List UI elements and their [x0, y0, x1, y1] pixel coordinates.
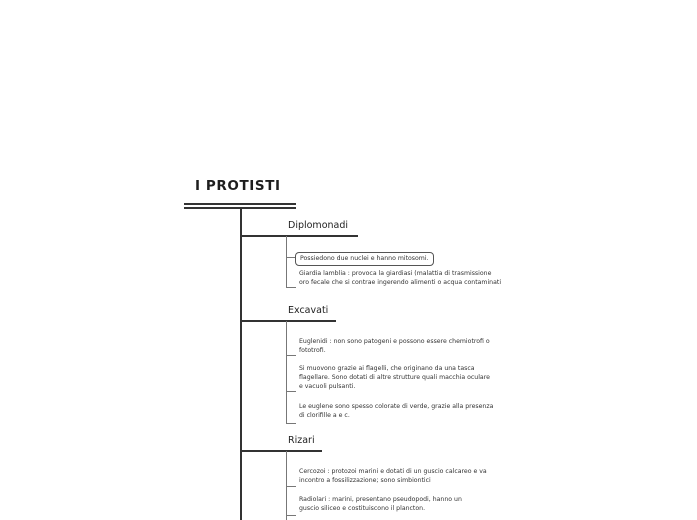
leaf-connector: [286, 391, 296, 392]
leaf-diplomonadi-giardia[interactable]: Giardia lamblia : provoca la giardiasi (malattia di trasmissione oro fecale che si contrae ingerendo alimenti o acqua contaminati: [299, 270, 502, 286]
leaf-excavati-euglenidi[interactable]: Euglenidi : non sono patogeni e possono essere chemiotrofi o fototrofi.: [299, 338, 490, 354]
main-trunk-connector: [240, 208, 242, 520]
title-underline-top: [184, 203, 296, 205]
leaf-connector: [286, 423, 296, 424]
sub-trunk-excavati: [286, 321, 287, 424]
leaf-connector: [286, 287, 296, 288]
leaf-rizari-radiolari[interactable]: Radiolari : marini, presentano pseudopodi, hanno un guscio siliceo e costituiscono il plancton.: [299, 496, 462, 512]
leaf-connector: [286, 515, 296, 516]
sub-trunk-diplomonadi: [286, 236, 287, 288]
branch-rizari[interactable]: Rizari: [288, 435, 315, 446]
leaf-excavati-flagelli[interactable]: Si muovono grazie ai flagelli, che originano da una tasca flagellare. Sono dotati di altre strutture quali macchia oculare e vacuoli pulsanti.: [299, 365, 490, 390]
branch-connector-diplomonadi: [240, 235, 287, 237]
leaf-excavati-euglene[interactable]: Le euglene sono spesso colorate di verde, grazie alla presenza di clorifille a e c.: [299, 403, 494, 419]
branch-connector-rizari: [240, 450, 287, 452]
leaf-connector: [286, 355, 296, 356]
branch-diplomonadi[interactable]: Diplomonadi: [288, 220, 349, 231]
leaf-rizari-cercozoi[interactable]: Cercozoi : protozoi marini e dotati di un guscio calcareo e va incontro a fossilizzazione; sono simbiontici: [299, 468, 487, 484]
leaf-connector: [286, 486, 296, 487]
branch-excavati[interactable]: Excavati: [288, 305, 329, 316]
branch-underline-rizari: [286, 450, 322, 452]
branch-connector-excavati: [240, 320, 287, 322]
leaf-diplomonadi-nuclei[interactable]: Possiedono due nuclei e hanno mitosomi.: [295, 252, 434, 266]
map-title[interactable]: I PROTISTI: [195, 178, 281, 194]
branch-underline-excavati: [286, 320, 336, 322]
branch-underline-diplomonadi: [286, 235, 358, 237]
